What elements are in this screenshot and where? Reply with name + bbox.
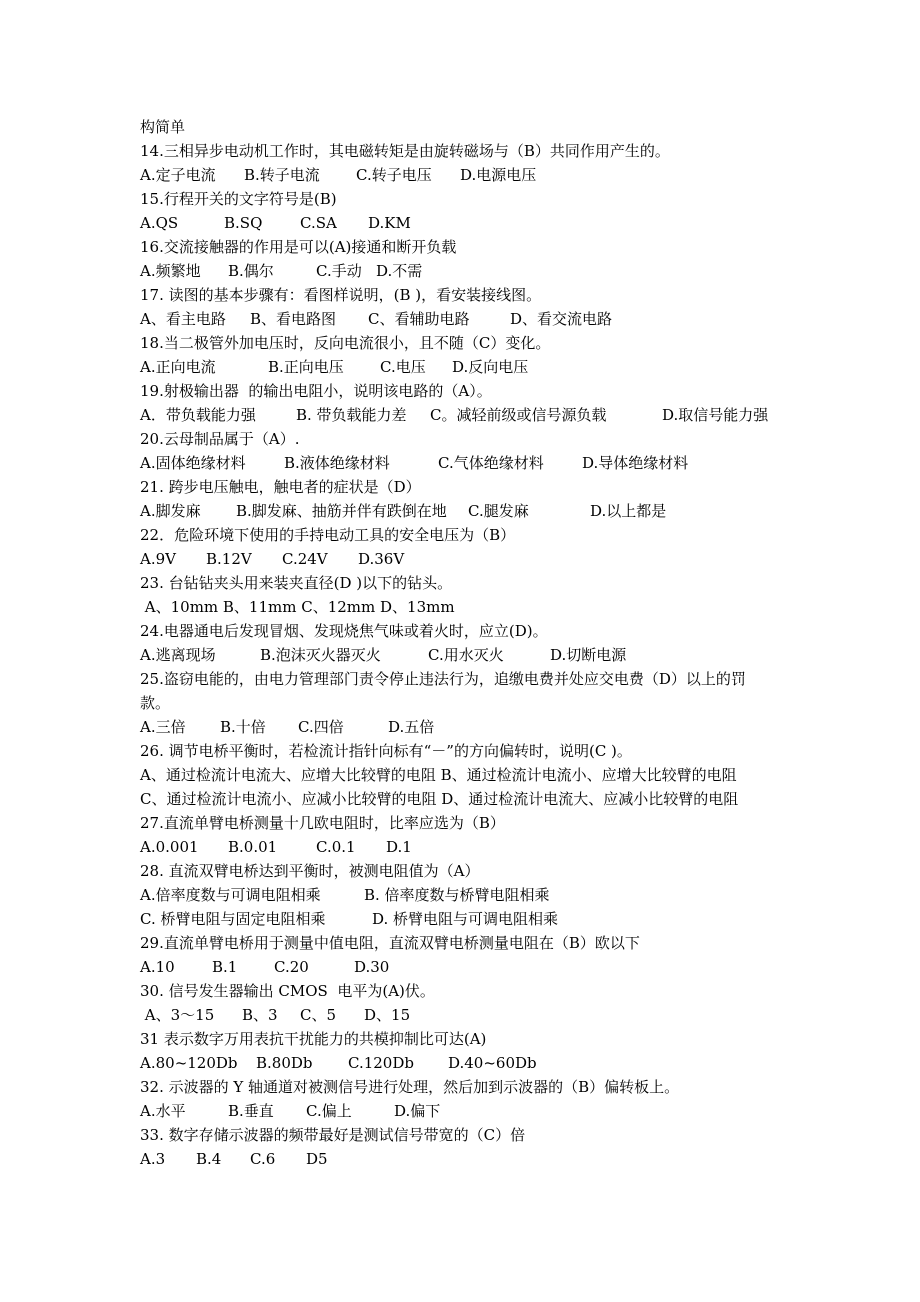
answer-option: A.固体绝缘材料 <box>140 454 246 472</box>
answer-option: C.24V <box>282 550 328 568</box>
answer-option: A.倍率度数与可调电阻相乘 <box>140 886 321 904</box>
answer-option: B.80Db <box>256 1054 313 1072</box>
question-line: C、通过检流计电流小、应减小比较臂的电阻 D、通过检流计电流大、应减小比较臂的电阻 <box>140 790 739 808</box>
question-line: 32. 示波器的 Y 轴通道对被测信号进行处理，然后加到示波器的（B）偏转板上。 <box>140 1078 680 1096</box>
answer-option: D.偏下 <box>394 1102 441 1120</box>
answer-option: C.偏上 <box>306 1102 352 1120</box>
answer-option: B. 倍率度数与桥臂电阻相乘 <box>364 886 550 904</box>
answer-option: D.导体绝缘材料 <box>582 454 689 472</box>
question-line: A、10mm B、11mm C、12mm D、13mm <box>140 598 455 616</box>
answer-option: D.反向电压 <box>452 358 529 376</box>
question-line: 19.射极输出器 的输出电阻小，说明该电路的（A）。 <box>140 382 492 400</box>
answer-option: C。减轻前级或信号源负载 <box>430 406 607 424</box>
answer-option: D、15 <box>364 1006 411 1024</box>
question-line: 27.直流单臂电桥测量十几欧电阻时，比率应选为（B） <box>140 814 505 832</box>
answer-option: B. 带负载能力差 <box>296 406 407 424</box>
answer-option: C.20 <box>274 958 309 976</box>
question-line: 款。 <box>140 694 171 712</box>
answer-option: A.水平 <box>140 1102 186 1120</box>
answer-option: A．带负载能力强 <box>140 406 256 424</box>
answer-option: D. 桥臂电阻与可调电阻相乘 <box>372 910 559 928</box>
answer-option: C.0.1 <box>316 838 356 856</box>
answer-option: A.三倍 <box>140 718 186 736</box>
answer-option: A.定子电流 <box>140 166 216 184</box>
answer-option: C.转子电压 <box>356 166 432 184</box>
answer-option: D.40~60Db <box>448 1054 537 1072</box>
answer-option: B.0.01 <box>228 838 278 856</box>
answer-option: C.气体绝缘材料 <box>438 454 544 472</box>
answer-option: D.1 <box>386 838 412 856</box>
question-line: 33. 数字存储示波器的频带最好是测试信号带宽的（C）倍 <box>140 1126 526 1144</box>
question-line: 26. 调节电桥平衡时，若检流计指针向标有“－”的方向偏转时，说明(C )。 <box>140 742 632 760</box>
question-line: 18.当二极管外加电压时，反向电流很小，且不随（C）变化。 <box>140 334 551 352</box>
answer-option: D、看交流电路 <box>510 310 613 328</box>
answer-option: A.80~120Db <box>140 1054 238 1072</box>
answer-option: C.SA <box>300 214 337 232</box>
answer-option: A.脚发麻 <box>140 502 201 520</box>
answer-option: B、看电路图 <box>250 310 337 328</box>
answer-option: B.转子电流 <box>244 166 320 184</box>
question-line: 21. 跨步电压触电，触电者的症状是（D） <box>140 478 421 496</box>
answer-option: A.9V <box>140 550 176 568</box>
answer-option: D.五倍 <box>388 718 435 736</box>
answer-option: C.6 <box>250 1150 276 1168</box>
answer-option: B.垂直 <box>228 1102 274 1120</box>
answer-option: A、3～15 <box>140 1006 215 1024</box>
answer-option: D.不需 <box>376 262 423 280</box>
answer-option: C.腿发麻 <box>468 502 529 520</box>
answer-option: B.泡沫灭火器灭火 <box>260 646 381 664</box>
answer-option: A.0.001 <box>140 838 199 856</box>
answer-option: C.手动 <box>316 262 362 280</box>
answer-option: B.12V <box>206 550 252 568</box>
answer-option: B.1 <box>212 958 238 976</box>
question-line: 30. 信号发生器输出 CMOS 电平为(A)伏。 <box>140 982 435 1000</box>
answer-option: D.电源电压 <box>460 166 537 184</box>
answer-option: A.QS <box>140 214 179 232</box>
answer-option: B、3 <box>242 1006 278 1024</box>
answer-option: A.正向电流 <box>140 358 216 376</box>
answer-option: C.120Db <box>348 1054 414 1072</box>
answer-option: A.10 <box>140 958 175 976</box>
answer-option: D.KM <box>368 214 411 232</box>
question-line: 16.交流接触器的作用是可以(A)接通和断开负载 <box>140 238 457 256</box>
answer-option: B.十倍 <box>220 718 266 736</box>
answer-option: C.电压 <box>380 358 426 376</box>
question-line: 17. 读图的基本步骤有：看图样说明，(B )，看安装接线图。 <box>140 286 542 304</box>
answer-option: D.取信号能力强 <box>662 406 769 424</box>
question-line: 23. 台钻钻夹头用来装夹直径(D )以下的钻头。 <box>140 574 453 592</box>
answer-option: A、看主电路 <box>140 310 226 328</box>
question-line: 25.盗窃电能的，由电力管理部门责令停止违法行为，追缴电费并处应交电费（D）以上的罚 <box>140 670 746 688</box>
answer-option: C.用水灭火 <box>428 646 504 664</box>
answer-option: C. 桥臂电阻与固定电阻相乘 <box>140 910 326 928</box>
answer-option: D.30 <box>354 958 390 976</box>
question-line: 20.云母制品属于（A）. <box>140 430 300 448</box>
answer-option: B.SQ <box>224 214 263 232</box>
answer-option: D.36V <box>358 550 405 568</box>
answer-option: C、看辅助电路 <box>368 310 470 328</box>
answer-option: A.逃离现场 <box>140 646 216 664</box>
answer-option: B.脚发麻、抽筋并伴有跌倒在地 <box>236 502 447 520</box>
answer-option: B.液体绝缘材料 <box>284 454 390 472</box>
answer-option: A.频繁地 <box>140 262 201 280</box>
question-line: 29.直流单臂电桥用于测量中值电阻，直流双臂电桥测量电阻在（B）欧以下 <box>140 934 640 952</box>
question-line: 31 表示数字万用表抗干扰能力的共模抑制比可达(A) <box>140 1030 487 1048</box>
answer-option: D.切断电源 <box>550 646 627 664</box>
answer-option: C.四倍 <box>298 718 344 736</box>
answer-option: B.4 <box>196 1150 222 1168</box>
answer-option: B.正向电压 <box>268 358 344 376</box>
question-line: 构简单 <box>140 118 186 136</box>
question-line: 22．危险环境下使用的手持电动工具的安全电压为（B） <box>140 526 516 544</box>
answer-option: A.3 <box>140 1150 166 1168</box>
question-line: 14.三相异步电动机工作时，其电磁转矩是由旋转磁场与（B）共同作用产生的。 <box>140 142 670 160</box>
question-line: 15.行程开关的文字符号是(B) <box>140 190 337 208</box>
question-line: 28. 直流双臂电桥达到平衡时，被测电阻值为（A） <box>140 862 480 880</box>
question-line: A、通过检流计电流大、应增大比较臂的电阻 B、通过检流计电流小、应增大比较臂的电阻 <box>140 766 737 784</box>
answer-option: D5 <box>306 1150 328 1168</box>
answer-option: C、5 <box>300 1006 337 1024</box>
question-line: 24.电器通电后发现冒烟、发现烧焦气味或着火时，应立(D)。 <box>140 622 548 640</box>
answer-option: B.偶尔 <box>228 262 274 280</box>
answer-option: D.以上都是 <box>590 502 667 520</box>
